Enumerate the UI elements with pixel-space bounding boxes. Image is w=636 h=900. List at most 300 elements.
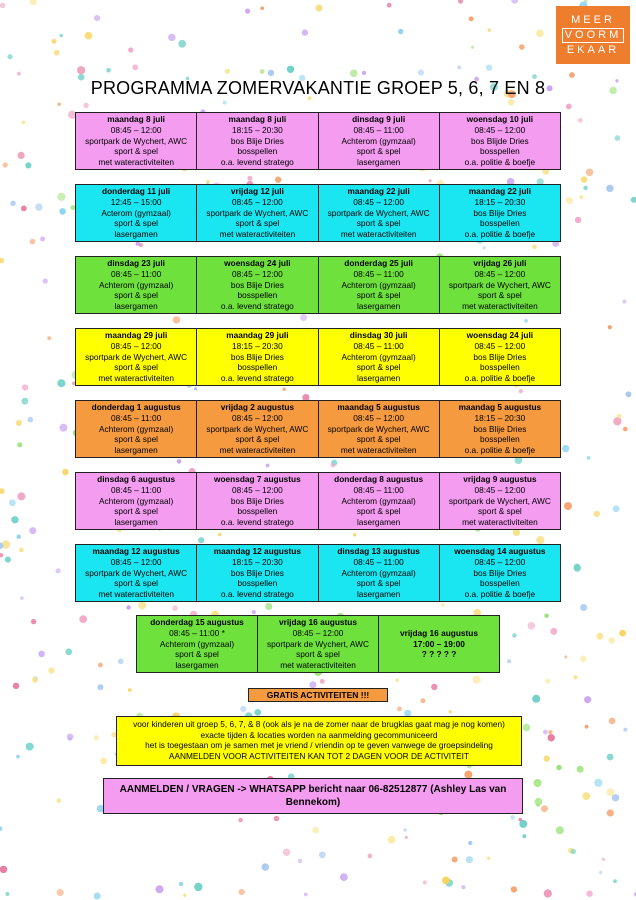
activity-location: Achterom (gymzaal) (341, 495, 416, 506)
confetti-dot (543, 730, 548, 735)
activity-time: 08:45 – 11:00 * (169, 627, 225, 638)
confetti-dot (544, 889, 552, 897)
confetti-dot (524, 319, 528, 323)
activity-detail: lasergamen (114, 229, 158, 240)
confetti-dot (47, 336, 51, 340)
activity-cell (197, 472, 318, 530)
activity-day: maandag 29 juli (105, 330, 168, 340)
activity-time: 08:45 – 12:00 (292, 627, 344, 638)
confetti-dot (541, 805, 548, 812)
confetti-dot (17, 492, 25, 500)
schedule-row (75, 544, 561, 602)
activity-detail: o.a. politie & boefje (464, 157, 536, 168)
activity-type: sport & spel (356, 146, 401, 157)
activity-location: bos Blije Dries (473, 567, 527, 578)
activity-type: sport & spel (114, 146, 159, 157)
activity-type: bosspellen (237, 362, 278, 373)
activity-location: Achterom (gymzaal) (99, 279, 174, 290)
activity-day: vrijdag 16 augustus (400, 627, 478, 638)
activity-day: maandag 8 juli (228, 114, 287, 124)
schedule-row (136, 615, 500, 673)
confetti-dot (594, 511, 600, 517)
confetti-dot (623, 427, 628, 432)
confetti-dot (579, 195, 583, 199)
activity-day: donderdag 11 juli (102, 186, 171, 196)
confetti-dot (429, 179, 432, 182)
activity-time: 08:45 – 12:00 (474, 268, 526, 279)
confetti-dot (487, 28, 491, 32)
confetti-dot (59, 34, 63, 38)
confetti-dot (556, 826, 564, 834)
activity-detail: met wateractiviteiten (280, 660, 356, 671)
confetti-dot (98, 663, 103, 668)
activity-time: 08:45 – 12:00 (353, 412, 404, 423)
activity-location: Achterom (gymzaal) (341, 135, 416, 146)
confetti-dot (631, 197, 636, 203)
confetti-dot (582, 792, 590, 800)
meer-voor-mekaar-logo (556, 6, 630, 64)
confetti-dot (331, 463, 336, 468)
activity-day: maandag 22 juli (347, 186, 410, 196)
confetti-dot (178, 40, 186, 48)
activity-type: bosspellen (480, 362, 520, 373)
activity-time: 08:45 – 12:00 (474, 124, 526, 135)
confetti-dot (528, 622, 536, 630)
confetti-dot (613, 505, 620, 512)
confetti-dot (486, 65, 492, 71)
confetti-dot (368, 854, 373, 859)
activity-time: 18:15 – 20:30 (232, 556, 283, 567)
confetti-dot (17, 535, 21, 539)
confetti-dot (57, 889, 64, 896)
activity-time: 08:45 – 11:00 (111, 412, 162, 423)
activity-day: dinsdag 9 juli (352, 114, 406, 124)
confetti-dot (350, 70, 358, 78)
activity-cell (379, 615, 500, 673)
confetti-dot (510, 815, 515, 820)
confetti-dot (77, 66, 85, 74)
confetti-dot (319, 852, 326, 859)
confetti-dot (544, 755, 550, 761)
confetti-dot (544, 614, 549, 619)
confetti-dot (22, 384, 28, 390)
confetti-dot (168, 34, 175, 41)
confetti-dot (265, 603, 272, 610)
confetti-dot (298, 859, 302, 863)
confetti-dot (468, 841, 472, 845)
activity-cell (197, 184, 318, 242)
activity-detail: lasergamen (114, 301, 158, 312)
confetti-dot (59, 208, 66, 215)
confetti-dot (57, 798, 62, 803)
activity-type: bosspellen (480, 578, 520, 589)
activity-detail: met wateractiviteiten (340, 229, 417, 240)
confetti-dot (245, 9, 250, 14)
confetti-dot (398, 29, 403, 34)
confetti-dot (287, 66, 294, 73)
confetti-dot (126, 605, 130, 609)
activity-type: sport & spel (114, 434, 159, 445)
activity-location: sportpark de Wychert, AWC (206, 207, 309, 218)
activity-time: 08:45 – 11:00 (353, 124, 404, 135)
activity-detail: lasergamen (356, 589, 401, 600)
confetti-dot (83, 103, 88, 108)
activity-cell (319, 256, 440, 314)
confetti-dot (594, 779, 602, 787)
confetti-dot (40, 237, 45, 242)
confetti-dot (59, 424, 67, 432)
confetti-dot (420, 698, 425, 703)
activity-location: sportpark de Wychert, AWC (327, 207, 430, 218)
confetti-dot (128, 688, 132, 692)
activity-day: maandag 8 juli (107, 114, 165, 124)
confetti-dot (173, 316, 180, 323)
confetti-dot (194, 387, 197, 390)
activity-cell (319, 400, 440, 458)
activity-location: Achterom (gymzaal) (159, 638, 235, 649)
confetti-dot (132, 64, 138, 70)
activity-cell (75, 184, 197, 242)
confetti-dot (466, 856, 473, 863)
activity-detail: o.a. levend stratego (220, 157, 294, 168)
confetti-dot (587, 456, 591, 460)
confetti-dot (607, 754, 614, 761)
activity-detail: lasergamen (356, 157, 401, 168)
activity-time: 08:45 – 11:00 (353, 556, 404, 567)
confetti-dot (252, 610, 256, 614)
activity-detail: met wateractiviteiten (98, 157, 174, 168)
confetti-dot (586, 891, 592, 897)
activity-time: 08:45 – 12:00 (110, 556, 162, 567)
activity-type: sport & spel (356, 362, 401, 373)
activity-type: sport & spel (114, 362, 159, 373)
confetti-dot (5, 557, 11, 563)
confetti-dot (548, 734, 555, 741)
confetti-dot (584, 696, 591, 703)
activity-location: Acterom (gymzaal) (101, 207, 171, 218)
confetti-dot (38, 651, 45, 658)
activity-cell (440, 256, 561, 314)
activity-location: bos Blije Dries (230, 351, 284, 362)
activity-type: sport & spel (356, 578, 401, 589)
activity-day: maandag 5 augustus (337, 402, 420, 412)
confetti-dot (578, 118, 583, 123)
confetti-dot (519, 389, 523, 393)
activity-time: 08:45 – 12:00 (474, 340, 526, 351)
activity-type: bosspellen (237, 506, 278, 517)
confetti-dot (550, 628, 557, 635)
confetti-dot (16, 420, 22, 426)
activity-day: woensdag 7 augustus (214, 474, 301, 484)
confetti-dot (461, 885, 465, 889)
activity-detail: met wateractiviteiten (462, 301, 538, 312)
activity-time: 08:45 – 12:00 (474, 484, 526, 495)
confetti-dot (29, 527, 36, 534)
confetti-dot (128, 47, 133, 52)
activity-time: 08:45 – 12:00 (232, 196, 283, 207)
confetti-dot (19, 548, 24, 553)
confetti-dot (483, 246, 486, 249)
activity-type: sport & spel (114, 290, 159, 301)
confetti-dot (607, 809, 614, 816)
confetti-dot (262, 863, 269, 870)
confetti-dot (7, 54, 12, 59)
activity-location: bos Blije Dries (230, 495, 284, 506)
confetti-dot (320, 679, 325, 684)
confetti-dot (16, 755, 20, 759)
activity-detail: met wateractiviteiten (219, 229, 296, 240)
confetti-dot (397, 706, 402, 711)
confetti-dot (11, 516, 18, 523)
confetti-dot (431, 684, 437, 690)
confetti-dot (302, 29, 308, 35)
schedule-row (75, 400, 561, 458)
confetti-dot (65, 648, 72, 655)
activity-type: bosspellen (480, 146, 520, 157)
activity-location: sportpark de Wychert, AWC (448, 495, 551, 506)
activity-location: sportpark de Wychert, AWC (206, 423, 309, 434)
confetti-dot (100, 758, 107, 765)
confetti-dot (608, 325, 612, 329)
logo-line-3: EKAAR (566, 43, 620, 56)
activity-cell (440, 184, 561, 242)
free-activities-banner: GRATIS ACTIVITEITEN !!! (248, 688, 388, 702)
confetti-dot (194, 883, 202, 891)
confetti-dot (609, 718, 616, 725)
confetti-dot (536, 30, 544, 38)
confetti-dot (511, 886, 517, 892)
confetti-dot (177, 459, 182, 464)
activity-day: maandag 5 augustus (458, 402, 542, 412)
activity-detail: o.a. levend stratego (220, 517, 294, 528)
contact-box: AANMELDEN / VRAGEN -> WHATSAPP bericht naar 06-82512877 (Ashley Las van Bennekom) (103, 778, 523, 814)
activity-detail: met wateractiviteiten (462, 517, 538, 528)
info-line: het is toegestaan om je samen met je vriend / vriendin op te geven vanwege de groepsindeling (145, 740, 493, 751)
activity-location: bos Blije Dries (473, 207, 527, 218)
activity-location: sportpark de Wychert, AWC (267, 638, 369, 649)
confetti-dot (403, 828, 406, 831)
activity-location: sportpark de Wychert, AWC (85, 567, 188, 578)
activity-type: sport & spel (356, 218, 401, 229)
activity-detail: lasergamen (356, 517, 401, 528)
activity-detail: lasergamen (114, 517, 158, 528)
activity-cell (319, 544, 440, 602)
activity-day: woensdag 24 juli (466, 330, 534, 340)
confetti-dot (21, 206, 27, 212)
schedule-row (75, 328, 561, 386)
confetti-dot (10, 201, 16, 207)
confetti-dot (0, 3, 5, 8)
confetti-dot (304, 893, 308, 897)
confetti-dot (218, 533, 222, 537)
confetti-dot (3, 162, 8, 167)
confetti-dot (13, 683, 19, 689)
activity-day: maandag 29 juli (226, 330, 289, 340)
activity-detail: o.a. politie & boefje (464, 229, 536, 240)
activity-time: 12:45 – 15:00 (110, 196, 162, 207)
confetti-dot (596, 633, 603, 640)
confetti-dot (67, 734, 74, 741)
confetti-dot (35, 203, 42, 210)
activity-location: Achterom (gymzaal) (341, 351, 416, 362)
confetti-dot (58, 103, 61, 106)
confetti-dot (469, 16, 474, 21)
activity-location: bos Blije Dries (473, 351, 527, 362)
confetti-dot (0, 866, 7, 873)
confetti-dot (418, 70, 424, 76)
confetti-dot (238, 818, 243, 823)
activity-type: bosspellen (237, 290, 278, 301)
confetti-dot (260, 6, 264, 10)
activity-cell (319, 184, 440, 242)
activity-day: dinsdag 13 augustus (337, 546, 420, 556)
confetti-dot (405, 836, 408, 839)
activity-time: 18:15 – 20:30 (474, 412, 526, 423)
confetti-dot (577, 766, 584, 773)
activity-time: 17:00 – 19:00 (413, 638, 465, 649)
confetti-dot (94, 893, 101, 900)
confetti-dot (172, 605, 178, 611)
confetti-dot (43, 279, 48, 284)
confetti-dot (508, 99, 515, 106)
confetti-dot (266, 464, 270, 468)
activity-day: vrijdag 9 augustus (463, 474, 537, 484)
activity-day: donderdag 1 augustus (91, 402, 181, 412)
confetti-dot (85, 32, 93, 40)
confetti-dot (275, 177, 281, 183)
activity-time: 08:45 – 11:00 (353, 268, 404, 279)
confetti-dot (239, 889, 245, 895)
activity-day: dinsdag 6 augustus (97, 474, 176, 484)
activity-type: sport & spel (175, 649, 219, 660)
activity-type: sport & spel (235, 434, 280, 445)
activity-cell (440, 400, 561, 458)
confetti-dot (198, 537, 204, 543)
confetti-dot (452, 857, 458, 863)
confetti-dot (619, 630, 626, 637)
activity-detail: o.a. levend stratego (220, 301, 294, 312)
activity-day: woensdag 24 juli (224, 258, 291, 268)
activity-cell (197, 400, 318, 458)
activity-day: maandag 12 augustus (92, 546, 180, 556)
confetti-dot (396, 679, 399, 682)
activity-type: sport & spel (235, 218, 280, 229)
confetti-dot (511, 0, 518, 4)
confetti-dot (274, 816, 280, 822)
logo-line-1: MEER (571, 13, 615, 26)
confetti-dot (0, 553, 3, 557)
confetti-dot (472, 676, 480, 684)
activity-cell (440, 472, 561, 530)
activity-location: bos Blijde Dries (471, 135, 529, 146)
confetti-dot (26, 743, 34, 751)
activity-cell (75, 112, 197, 170)
confetti-dot (457, 65, 461, 69)
confetti-dot (254, 709, 261, 716)
confetti-dot (32, 677, 38, 683)
confetti-dot (387, 3, 392, 8)
confetti-dot (617, 414, 622, 419)
confetti-dot (9, 499, 16, 506)
activity-cell (197, 328, 318, 386)
confetti-dot (362, 71, 366, 75)
activity-cell (75, 328, 197, 386)
activity-detail: o.a. politie & boefje (464, 373, 536, 384)
confetti-dot (613, 879, 617, 883)
confetti-dot (564, 502, 572, 510)
confetti-dot (566, 197, 573, 204)
activity-cell (197, 112, 318, 170)
confetti-dot (340, 873, 348, 881)
activity-detail: lasergamen (356, 301, 401, 312)
confetti-dot (57, 379, 65, 387)
confetti-dot (571, 849, 576, 854)
confetti-dot (583, 186, 588, 191)
activity-type: sport & spel (114, 218, 159, 229)
activity-day: donderdag 8 augustus (334, 474, 424, 484)
activity-type: bosspellen (480, 434, 520, 445)
confetti-dot (22, 398, 29, 405)
activity-detail: lasergamen (114, 445, 158, 456)
confetti-dot (599, 871, 602, 874)
confetti-dot (581, 176, 588, 183)
activity-cell (440, 112, 561, 170)
confetti-dot (574, 564, 581, 571)
confetti-dot (507, 659, 511, 663)
confetti-dot (562, 445, 569, 452)
activity-location: sportpark de Wychert, AWC (85, 135, 188, 146)
activity-detail: met wateractiviteiten (98, 373, 174, 384)
confetti-dot (564, 655, 567, 658)
schedule-row (75, 184, 561, 242)
activity-cell (440, 328, 561, 386)
activity-time: 08:45 – 12:00 (110, 124, 162, 135)
confetti-dot (536, 803, 540, 807)
confetti-dot (300, 314, 307, 321)
activity-time: 08:45 – 12:00 (474, 556, 526, 567)
confetti-dot (18, 152, 25, 159)
activity-cell (136, 615, 258, 673)
confetti-dot (183, 894, 186, 897)
confetti-dot (62, 469, 69, 476)
activity-type: bosspellen (237, 578, 278, 589)
confetti-dot (156, 885, 164, 893)
confetti-dot (56, 568, 61, 573)
activity-location: sportpark de Wychert, AWC (327, 423, 430, 434)
activity-cell (319, 112, 440, 170)
activity-day: vrijdag 2 augustus (220, 402, 295, 412)
activity-cell (319, 472, 440, 530)
confetti-dot (79, 615, 87, 623)
confetti-dot (613, 417, 621, 425)
confetti-dot (532, 244, 537, 249)
activity-time: 08:45 – 12:00 (232, 484, 283, 495)
confetti-dot (31, 619, 36, 624)
activity-location: Achterom (gymzaal) (341, 567, 416, 578)
activity-cell (75, 472, 197, 530)
activity-type: sport & spel (477, 506, 522, 517)
activity-cell (75, 544, 197, 602)
confetti-dot (94, 735, 99, 740)
confetti-dot (54, 50, 60, 56)
confetti-dot (388, 836, 396, 844)
activity-time: 08:45 – 11:00 (111, 484, 162, 495)
activity-type: bosspellen (480, 218, 520, 229)
confetti-dot (225, 69, 230, 74)
confetti-dot (519, 818, 522, 821)
info-line: exacte tijden & locaties worden na aanmelding gecommuniceerd (200, 729, 438, 740)
info-line: voor kinderen uit groep 5, 6, 7, & 8 (ook als je na de zomer naar de brugklas gaat mag je nog komen) (133, 719, 505, 729)
